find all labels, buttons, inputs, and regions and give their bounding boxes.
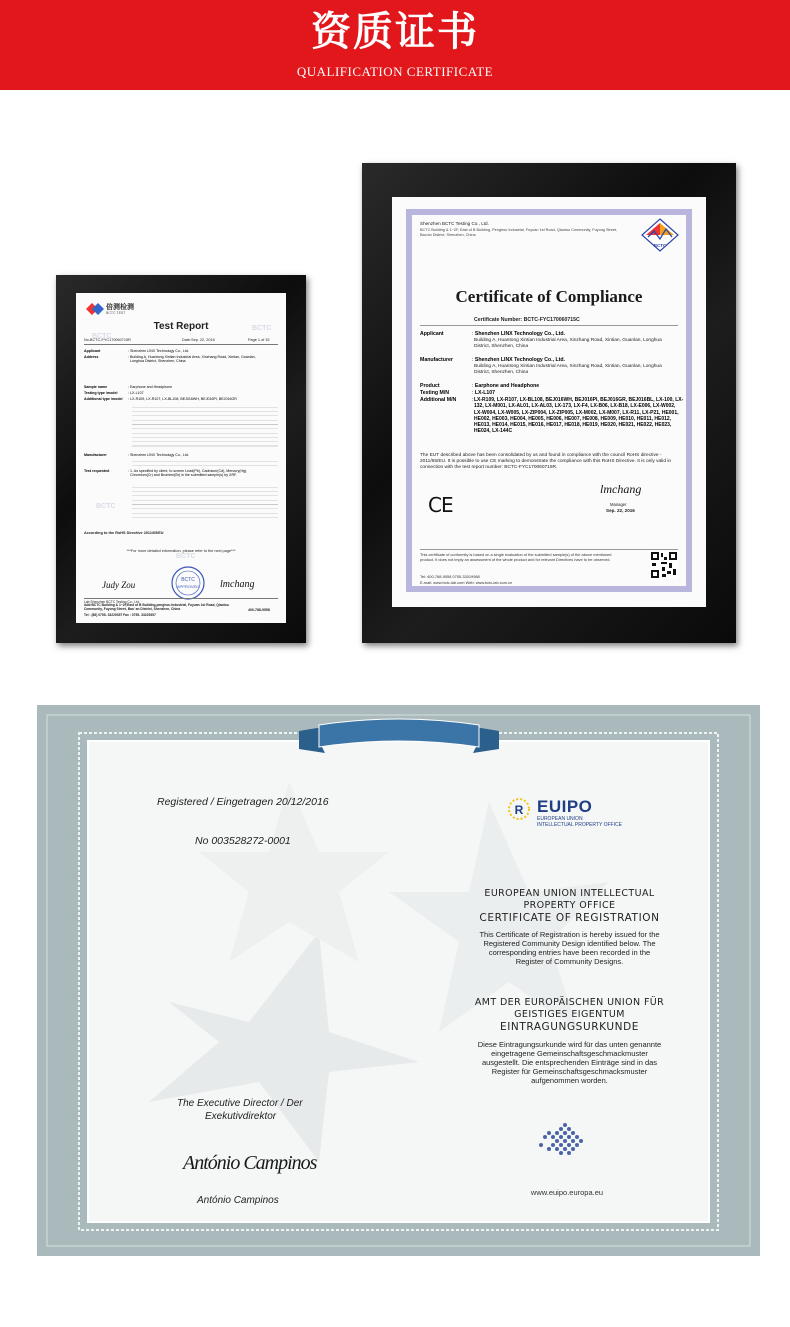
additional-row-label: Additional M/N :: [420, 397, 474, 403]
test-requested-text: [132, 485, 278, 521]
sign-date: Sep. 22, 2016: [606, 508, 635, 513]
page-title: 资质证书: [311, 9, 479, 55]
applicant-row: Applicant : Shenzhen LINX Technology Co., Ltd.: [84, 349, 189, 353]
end-note: ***For more detailed information, please refer to the next page***: [126, 549, 236, 553]
ce-mark: CE: [428, 493, 453, 517]
footer-address: Add:BCTC Building & 1~2F,East of B Building,penghou Industrial, Fuyuan 1st Road, Qiaotou Community, Fuyong Street, Bao' an District, Shenzhen, China: [84, 603, 229, 611]
euipo-certificate: [37, 705, 760, 1256]
director-signature: António Campinos: [183, 1152, 317, 1174]
bctc-logo-icon: [86, 303, 104, 315]
testing-row: Testing M/N : LX-L107: [420, 390, 496, 396]
en-body-4: Register of Community Designs.: [515, 957, 624, 966]
de-body-2: eingetragene Gemeinschaftsgeschmackmuster: [491, 1049, 648, 1058]
footer-hotline: 400-788-9558: [248, 608, 270, 612]
logo-text: 倍测检测: [106, 303, 134, 311]
de-title-2: GEISTIGES EIGENTUM: [514, 1009, 625, 1020]
director-title-2: Exekutivdirektor: [205, 1111, 277, 1122]
compliance-statement: The EUT described above has been consolidated by us and found in compliance with the council RoHS directive - 2011/65/EU. It is possible to use CE marking to demonstrate the compliance with this RoHS Directive. It is only valid in connection with the test report number: BCTC-FYC170060715R.: [420, 453, 672, 470]
footer-tel: Tel : (86) 0755- 33229357 Fax : 0755- 33229357: [84, 613, 156, 617]
en-title-2: PROPERTY OFFICE: [523, 900, 616, 911]
svg-text:R: R: [514, 803, 524, 817]
svg-text:APPROVED: APPROVED: [176, 584, 200, 589]
en-title-3: CERTIFICATE OF REGISTRATION: [479, 912, 660, 924]
footer-web: E-mail: www.bctc-lab.com Web: www.bctc-lab.com.cn: [420, 580, 513, 585]
registration-number: No 003528272-0001: [195, 835, 291, 847]
watermark: BCTC: [96, 503, 116, 510]
registration-date: Registered / Eingetragen 20/12/2016: [157, 796, 329, 808]
europe-map-icon: [535, 1115, 595, 1165]
euipo-logo-text: EUIPO: [537, 797, 593, 816]
additional-row: Additional type /model : LX-R109, LX-R107, LX-BL108, BEJ016WH, BEJ016PI, BEJ016GR: [84, 397, 237, 401]
directive-text: According to the RoHS Directive 2011/65/EU: [84, 531, 164, 535]
de-title-1: AMT DER EUROPÄISCHEN UNION FÜR: [474, 997, 665, 1008]
footer-tel: Tel: 400-788-9558 0755-33019988: [420, 574, 480, 579]
additional-models: LX-R109, LX-R107, LX-BL108, BEJ016WH, BEJ016PI, BEJ016GR, BEJ016BL, LX-100, LX-132, LX-M001, LX-AL01, LX-AL03, LX-173, LX-F4, LX-B06, LX-B18, LX-E006, LX-W002, LX-W004, LX-W005, LX-ZIP004, LX-ZIP005, LX-M002, LX-M007, LX-R11, LX-P21, HE001, HE002, HE003, HE004, HE005, HE006, HE007, HE008, HE009, HE010, HE011, HE012, HE013, HE014, HE015, HE016, HE017, HE018, HE019, HE020, HE021, HE022, HE023, HE024, LX-144C: [474, 397, 684, 435]
star-watermark: [89, 742, 708, 1221]
applicant-row: Applicant : Shenzhen LINX Technology Co., Ltd.: [420, 331, 565, 337]
footer-note: This certificate of conformity is based on a single evaluation of the submitted sample(s) of the above mentioned product. It does not imply an assessment of the whole product and for relevant Directives have to be observed.: [420, 552, 612, 562]
divider: [84, 598, 278, 599]
divider: [84, 344, 278, 345]
euipo-website: www.euipo.europa.eu: [530, 1188, 604, 1197]
en-body-1: This Certificate of Registration is hereby issued for the: [479, 930, 660, 939]
de-body-5: aufgenommen worden.: [531, 1076, 608, 1085]
manager-signature: lmchang: [600, 482, 642, 496]
report-page: Page 1 of 15: [248, 338, 270, 342]
sample-name-row: Sample name : Earphone and Headphone: [84, 385, 173, 389]
de-title-3: EINTRAGUNGSURKUNDE: [500, 1021, 639, 1033]
bctc-approved-stamp: [170, 565, 206, 601]
euipo-logo-sub2: INTELLECTUAL PROPERTY OFFICE: [537, 822, 622, 828]
product-row: Product : Earphone and Headphone: [420, 383, 540, 389]
report-date: Date:Sep. 22, 2016: [182, 338, 215, 342]
manufacturer-row: Manufacturer : Shenzhen LINX Technology Co., Ltd.: [84, 453, 189, 457]
certificate-number: Certificate Number: BCTC-FYC170060715C: [474, 317, 580, 323]
compliance-certificate-document: [392, 197, 706, 607]
bctc-logo-icon: [640, 217, 680, 253]
watermark: BCTC: [252, 325, 272, 332]
qr-code-icon: [650, 551, 678, 579]
page-subtitle: QUALIFICATION CERTIFICATE: [296, 64, 494, 79]
issuer-name: Shenzhen BCTC Testing Co., Ltd.: [420, 221, 489, 226]
director-title-1: The Executive Director / Der: [177, 1098, 303, 1109]
ribbon-banner: [299, 717, 499, 757]
en-body-2: Registered Community Design identified below. The: [483, 939, 656, 948]
report-title: Test Report: [153, 321, 209, 332]
report-number: No.BCTC-FYC170060715R: [84, 338, 131, 342]
address-row: Address : Building A, Huantong Xintian Industrial Area, Xinzhang Road, Xintian, Guanlan, Longhua District, Shenzhen, China: [84, 355, 256, 364]
en-body-3: corresponding entries have been recorded in the: [488, 948, 651, 957]
certificate-title: Certificate of Compliance: [455, 287, 643, 306]
tester-signature: Judy Zou: [102, 580, 136, 590]
divider: [420, 549, 678, 550]
watermark: BCTC: [176, 553, 196, 560]
test-report-frame: [56, 275, 306, 643]
de-body-1: Diese Eintragungsurkunde wird für das unten genannte: [477, 1040, 662, 1049]
de-body-3: ausgestellt. Die entsprechenden Einträge sind in das: [481, 1058, 658, 1067]
manufacturer-row: Manufacturer : Shenzhen LINX Technology Co., Ltd.: [420, 357, 565, 363]
manager-label: Manager: [610, 502, 627, 507]
testing-type-row: Testing type /model : LX-L107: [84, 391, 144, 395]
certificate-paper: [87, 740, 710, 1223]
watermark: BCTC: [92, 333, 112, 340]
director-name: António Campinos: [197, 1195, 279, 1206]
test-requested-row: Test requested : 1. As specified by client, to screen Lead(Pb), Cadmium(Cd), Mercury(Hg), Chromium(Cr) and Bromine(Br) in the submitted sample(s) by XRF.: [84, 469, 248, 478]
manager-signature: lmchang: [220, 579, 255, 590]
de-body-4: Register für Gemeinschaftsgeschmacksmuster: [491, 1067, 648, 1076]
compliance-certificate-frame: [362, 163, 736, 643]
issuer-address: BCTC Building & 1~2F, East of B Building, Penghou Industrial, Fuyuan 1st Road, Qiaotou Community, Fuyong Street, Bao'an District, Shenzhen, China: [420, 228, 618, 237]
test-report-document: [76, 293, 286, 623]
manufacturer-address: Building A, Huantong Xintian Industrial Area, Xinzhang Road, Xintian, Guanlan, Longhua District, Shenzhen, China: [474, 364, 662, 375]
en-title-1: EUROPEAN UNION INTELLECTUAL: [484, 888, 655, 899]
divider: [420, 325, 678, 326]
footer-lab: Lab Shenzhen BCTC Testing Co., Ltd.: [84, 600, 140, 604]
manufacturer-address-text: [132, 459, 278, 467]
svg-text:BCTC: BCTC: [181, 577, 195, 583]
logo-sub: BCTC TEST: [106, 311, 126, 315]
euipo-logo-sub1: EUROPEAN UNION: [537, 816, 583, 822]
model-list-text: [132, 405, 278, 449]
applicant-address: Building A, Huantong Xintian Industrial Area, Xinzhang Road, Xintian, Guanlan, Longhua District, Shenzhen, China: [474, 338, 662, 349]
svg-text:BCTC: BCTC: [653, 243, 667, 248]
euipo-logo-icon: [507, 795, 531, 823]
